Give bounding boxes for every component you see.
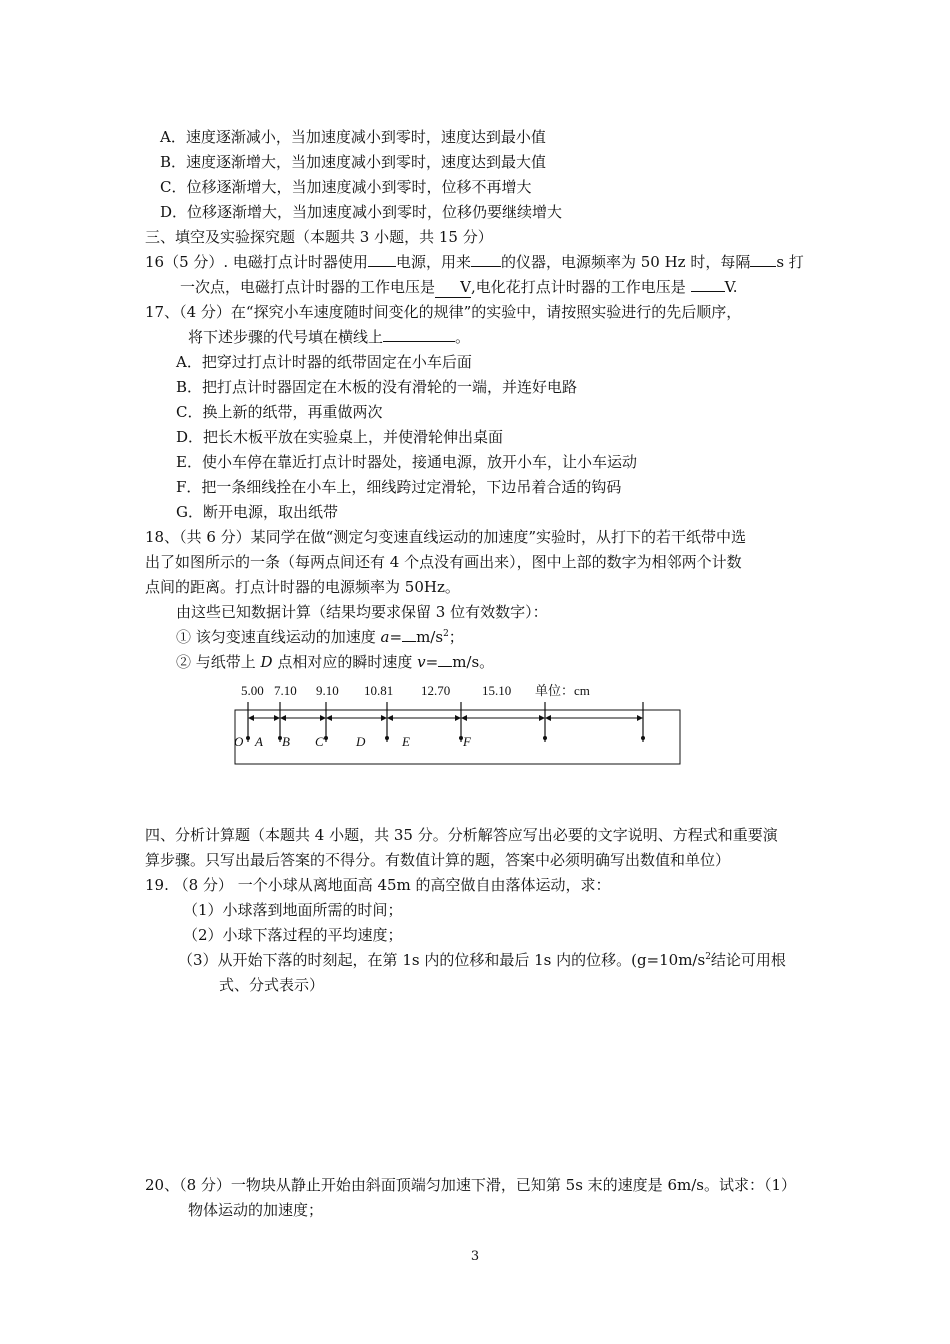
- q19-line1: 19. （8 分） 一个小球从离地面高 45m 的高空做自由落体运动，求：: [145, 876, 611, 894]
- q16-blank-instrument[interactable]: [471, 252, 501, 267]
- distance-oa: 5.00: [241, 683, 264, 698]
- q19-sub1: （1）小球落到地面所需的时间；: [183, 901, 403, 919]
- dot-c: [385, 736, 389, 740]
- distance-ab: 7.10: [274, 683, 297, 698]
- distance-ef: 15.10: [482, 683, 512, 698]
- tape-dots: [246, 736, 645, 740]
- q16-blank-voltage1[interactable]: V: [435, 277, 471, 298]
- dot-b: [324, 736, 328, 740]
- unit-label: 单位：cm: [535, 683, 590, 698]
- q15-option-a: A．速度逐渐减小，当加速度减小到零时，速度达到最小值: [160, 128, 546, 146]
- section3-title: 三、填空及实验探究题（本题共 3 小题，共 15 分）: [145, 228, 493, 246]
- q15-option-b: B．速度逐渐增大，当加速度减小到零时，速度达到最大值: [160, 153, 547, 171]
- point-label-f: F: [463, 734, 471, 749]
- q17-answer-blank[interactable]: [383, 327, 455, 342]
- dot-e: [543, 736, 547, 740]
- q17-step-f: F．把一条细线拴在小车上，细线跨过定滑轮，下边吊着合适的钩码: [176, 478, 622, 496]
- q15-option-d: D．位移逐渐增大，当加速度减小到零时，位移仍要继续增大: [160, 203, 563, 221]
- q17-step-b: B．把打点计时器固定在木板的没有滑轮的一端，并连好电路: [176, 378, 578, 396]
- q17-line1: 17、（4 分）在“探究小车速度随时间变化的规律”的实验中，请按照实验进行的先后顺序，: [145, 303, 742, 321]
- q17-step-g: G．断开电源，取出纸带: [176, 503, 338, 521]
- distance-cd: 10.81: [364, 683, 394, 698]
- q18-line4: 由这些已知数据计算（结果均要求保留 3 位有效数字）：: [176, 603, 548, 621]
- q17-step-a: A．把穿过打点计时器的纸带固定在小车后面: [176, 353, 472, 371]
- q16-line2: 一次点，电磁打点计时器的工作电压是 V,电化花打点计时器的工作电压是 V.: [180, 278, 738, 296]
- tick-marks: [248, 702, 643, 742]
- q15-option-c: C．位移逐渐增大，当加速度减小到零时，位移不再增大: [160, 178, 532, 196]
- q18-item1: ① 该匀变速直线运动的加速度 $a= m/s^2$；: [176, 628, 464, 646]
- q16-line1: 16（5 分）. 电磁打点计时器使用 电源，用来 的仪器，电源频率为 50 Hz 时，每隔 s 打: [145, 253, 804, 271]
- q16-blank-power[interactable]: [368, 252, 396, 267]
- q18-item2: ② 与纸带上 D 点相对应的瞬时速度 v= m/s。: [176, 653, 495, 671]
- section4-line1: 四、分析计算题（本题共 4 小题，共 35 分。分析解答应写出必要的文字说明、方程式和重要演: [145, 826, 778, 844]
- q18-velocity-blank[interactable]: [438, 652, 452, 667]
- q18-line1: 18、（共 6 分）某同学在做“测定匀变速直线运动的加速度”实验时，从打下的若干纸带中选: [145, 528, 747, 546]
- q20-line1: 20、（8 分）一物块从静止开始由斜面顶端匀加速下滑，已知第 5s 末的速度是 6m/s。试求：（1）: [145, 1176, 797, 1194]
- paper-tape-figure: [225, 680, 695, 770]
- q17-step-d: D．把长木板平放在实验桌上，并使滑轮伸出桌面: [176, 428, 504, 446]
- q19-sub3-cont: 式、分式表示）: [219, 976, 325, 994]
- q19-sub3: （3）从开始下落的时刻起，在第 1s 内的位移和最后 1s 内的位移。($g=10m/s^2$结论可用根: [178, 951, 786, 969]
- point-label-d: D: [356, 734, 366, 749]
- q16-blank-interval[interactable]: [750, 252, 776, 267]
- section4-line2: 算步骤。只写出最后答案的不得分。有数值计算的题，答案中必须明确写出数值和单位）: [145, 851, 731, 869]
- point-label-o: O: [234, 734, 244, 749]
- point-label-c: C: [315, 734, 324, 749]
- q19-sub2: （2）小球下落过程的平均速度；: [183, 926, 403, 944]
- distance-bc: 9.10: [316, 683, 339, 698]
- q18-line3: 点间的距离。打点计时器的电源频率为 50Hz。: [145, 578, 460, 596]
- q17-step-e: E．使小车停在靠近打点计时器处，接通电源，放开小车，让小车运动: [176, 453, 637, 471]
- q16-blank-voltage2[interactable]: [691, 277, 725, 292]
- point-label-e: E: [402, 734, 410, 749]
- dot-f: [641, 736, 645, 740]
- distance-de: 12.70: [421, 683, 451, 698]
- point-label-a: A: [255, 734, 263, 749]
- q18-line2: 出了如图所示的一条（每两点间还有 4 个点没有画出来），图中上部的数字为相邻两个计数: [145, 553, 742, 571]
- q17-step-c: C．换上新的纸带，再重做两次: [176, 403, 383, 421]
- dot-o: [246, 736, 250, 740]
- q17-line2: 将下述步骤的代号填在横线上 。: [188, 328, 471, 346]
- q18-accel-blank[interactable]: [402, 627, 416, 642]
- point-label-b: B: [282, 734, 290, 749]
- q20-line2: 物体运动的加速度；: [188, 1201, 324, 1219]
- page-number: 3: [470, 1249, 480, 1264]
